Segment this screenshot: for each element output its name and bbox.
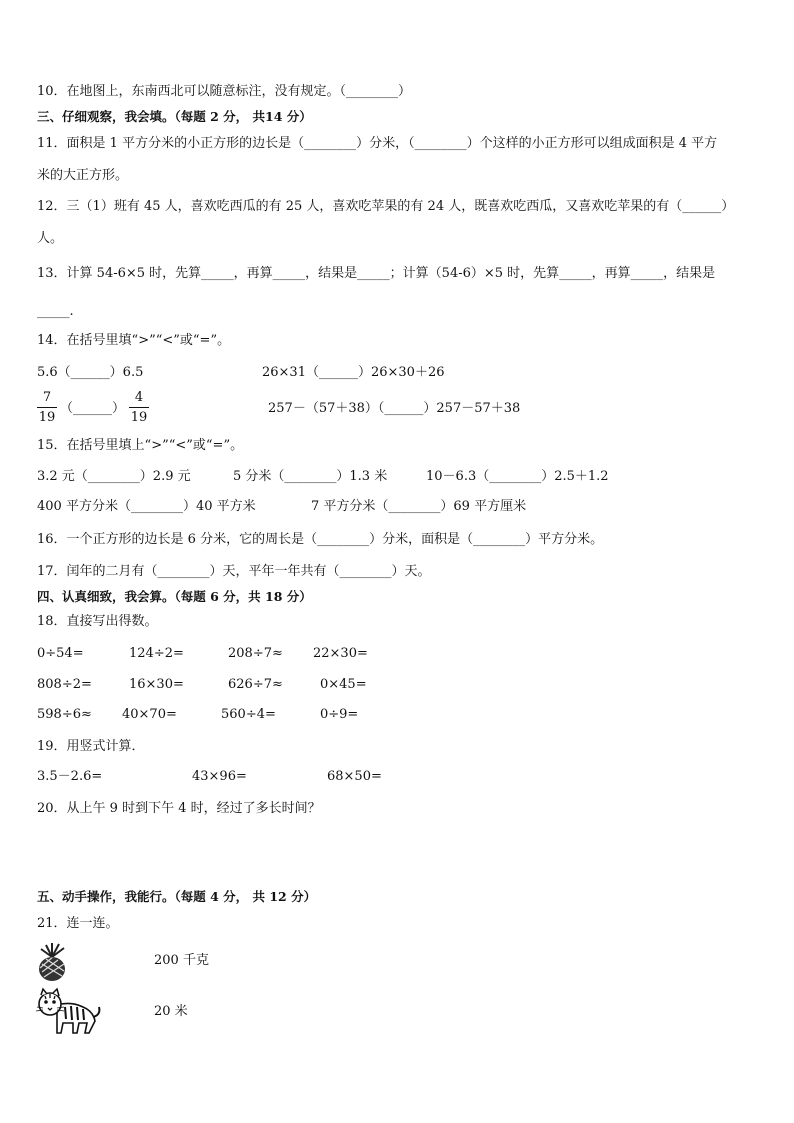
question-16: 16．一个正方形的边长是 6 分米，它的周长是（________）分米，面积是（________）平方分米。	[37, 532, 604, 547]
q15-item-2: 5 分米（________）1.3 米	[233, 469, 388, 484]
q15-item-5: 7 平方分米（________）69 平方厘米	[311, 499, 527, 514]
tiger-icon	[35, 987, 103, 1037]
section-5-heading: 五、动手操作，我能行。（每题 4 分， 共 12 分）	[37, 889, 317, 904]
q15-item-1: 3.2 元（________）2.9 元	[37, 469, 191, 484]
q15-item-3: 10－6.3（________）2.5＋1.2	[426, 469, 609, 484]
question-19: 19．用竖式计算．	[37, 739, 145, 754]
question-17: 17．闰年的二月有（________）天，平年一年共有（________）天。	[37, 564, 431, 579]
calc-item: 40×70=	[122, 707, 177, 722]
calc-item: 0÷9=	[320, 707, 359, 722]
q14-item-3-blank: （______）	[60, 401, 126, 416]
section-4-heading: 四、认真细致，我会算。（每题 6 分，共 18 分）	[37, 589, 312, 604]
fraction-bar	[37, 407, 57, 408]
calc-item: 22×30=	[313, 646, 368, 661]
calc-item: 16×30=	[129, 677, 184, 692]
question-12-line2: 人。	[37, 231, 64, 246]
question-14: 14．在括号里填“>”“<”或“=”。	[37, 333, 231, 348]
calc-item: 3.5－2.6=	[37, 769, 103, 784]
q14-item-4: 257－（57＋38）（______）257－57＋38	[268, 401, 521, 416]
fraction-7-19	[37, 390, 57, 425]
question-21: 21．连一连。	[37, 916, 119, 931]
calc-item: 208÷7≈	[228, 646, 283, 661]
question-18: 18．直接写出得数。	[37, 614, 158, 629]
q14-item-2: 26×31（______）26×30＋26	[262, 365, 445, 380]
question-20: 20．从上午 9 时到下午 4 时，经过了多长时间？	[37, 801, 321, 816]
calc-item: 124÷2=	[129, 646, 184, 661]
calc-item: 560÷4=	[221, 707, 276, 722]
question-15: 15．在括号里填上“>”“<”或“=”。	[37, 438, 244, 453]
question-10: 10．在地图上，东南西北可以随意标注，没有规定。（________）	[37, 84, 412, 99]
pineapple-icon	[36, 942, 70, 982]
fraction-numerator: 4	[134, 390, 144, 405]
question-13-line2: _____.	[37, 304, 74, 319]
question-11-line1: 11．面积是 1 平方分米的小正方形的边长是（________）分米，（________）个这样的小正方形可以组成面积是 4 平方	[37, 136, 718, 151]
calc-item: 808÷2=	[37, 677, 92, 692]
fraction-bar	[129, 407, 149, 408]
question-13-line1: 13．计算 54-6×5 时，先算_____，再算_____，结果是_____；计算（54-6）×5 时，先算_____，再算_____，结果是	[37, 266, 716, 281]
calc-item: 43×96=	[192, 769, 247, 784]
length-label: 20 米	[154, 1004, 188, 1019]
q15-item-4: 400 平方分米（________）40 平方米	[37, 499, 256, 514]
fraction-4-19	[129, 390, 149, 425]
q14-item-1: 5.6（______）6.5	[37, 365, 144, 380]
calc-item: 68×50=	[327, 769, 382, 784]
fraction-denominator: 19	[38, 410, 56, 425]
question-12-line1: 12．三（1）班有 45 人，喜欢吃西瓜的有 25 人，喜欢吃苹果的有 24 人，既喜欢吃西瓜，又喜欢吃苹果的有（______）	[37, 199, 735, 214]
section-3-heading: 三、仔细观察，我会填。（每题 2 分， 共14 分）	[37, 109, 312, 124]
calc-item: 626÷7≈	[228, 677, 283, 692]
calc-item: 0×45=	[320, 677, 367, 692]
fraction-denominator: 19	[130, 410, 148, 425]
weight-label: 200 千克	[154, 953, 209, 968]
calc-item: 0÷54=	[37, 646, 84, 661]
calc-item: 598÷6≈	[37, 707, 92, 722]
question-11-line2: 米的大正方形。	[37, 168, 129, 183]
fraction-numerator: 7	[42, 390, 52, 405]
